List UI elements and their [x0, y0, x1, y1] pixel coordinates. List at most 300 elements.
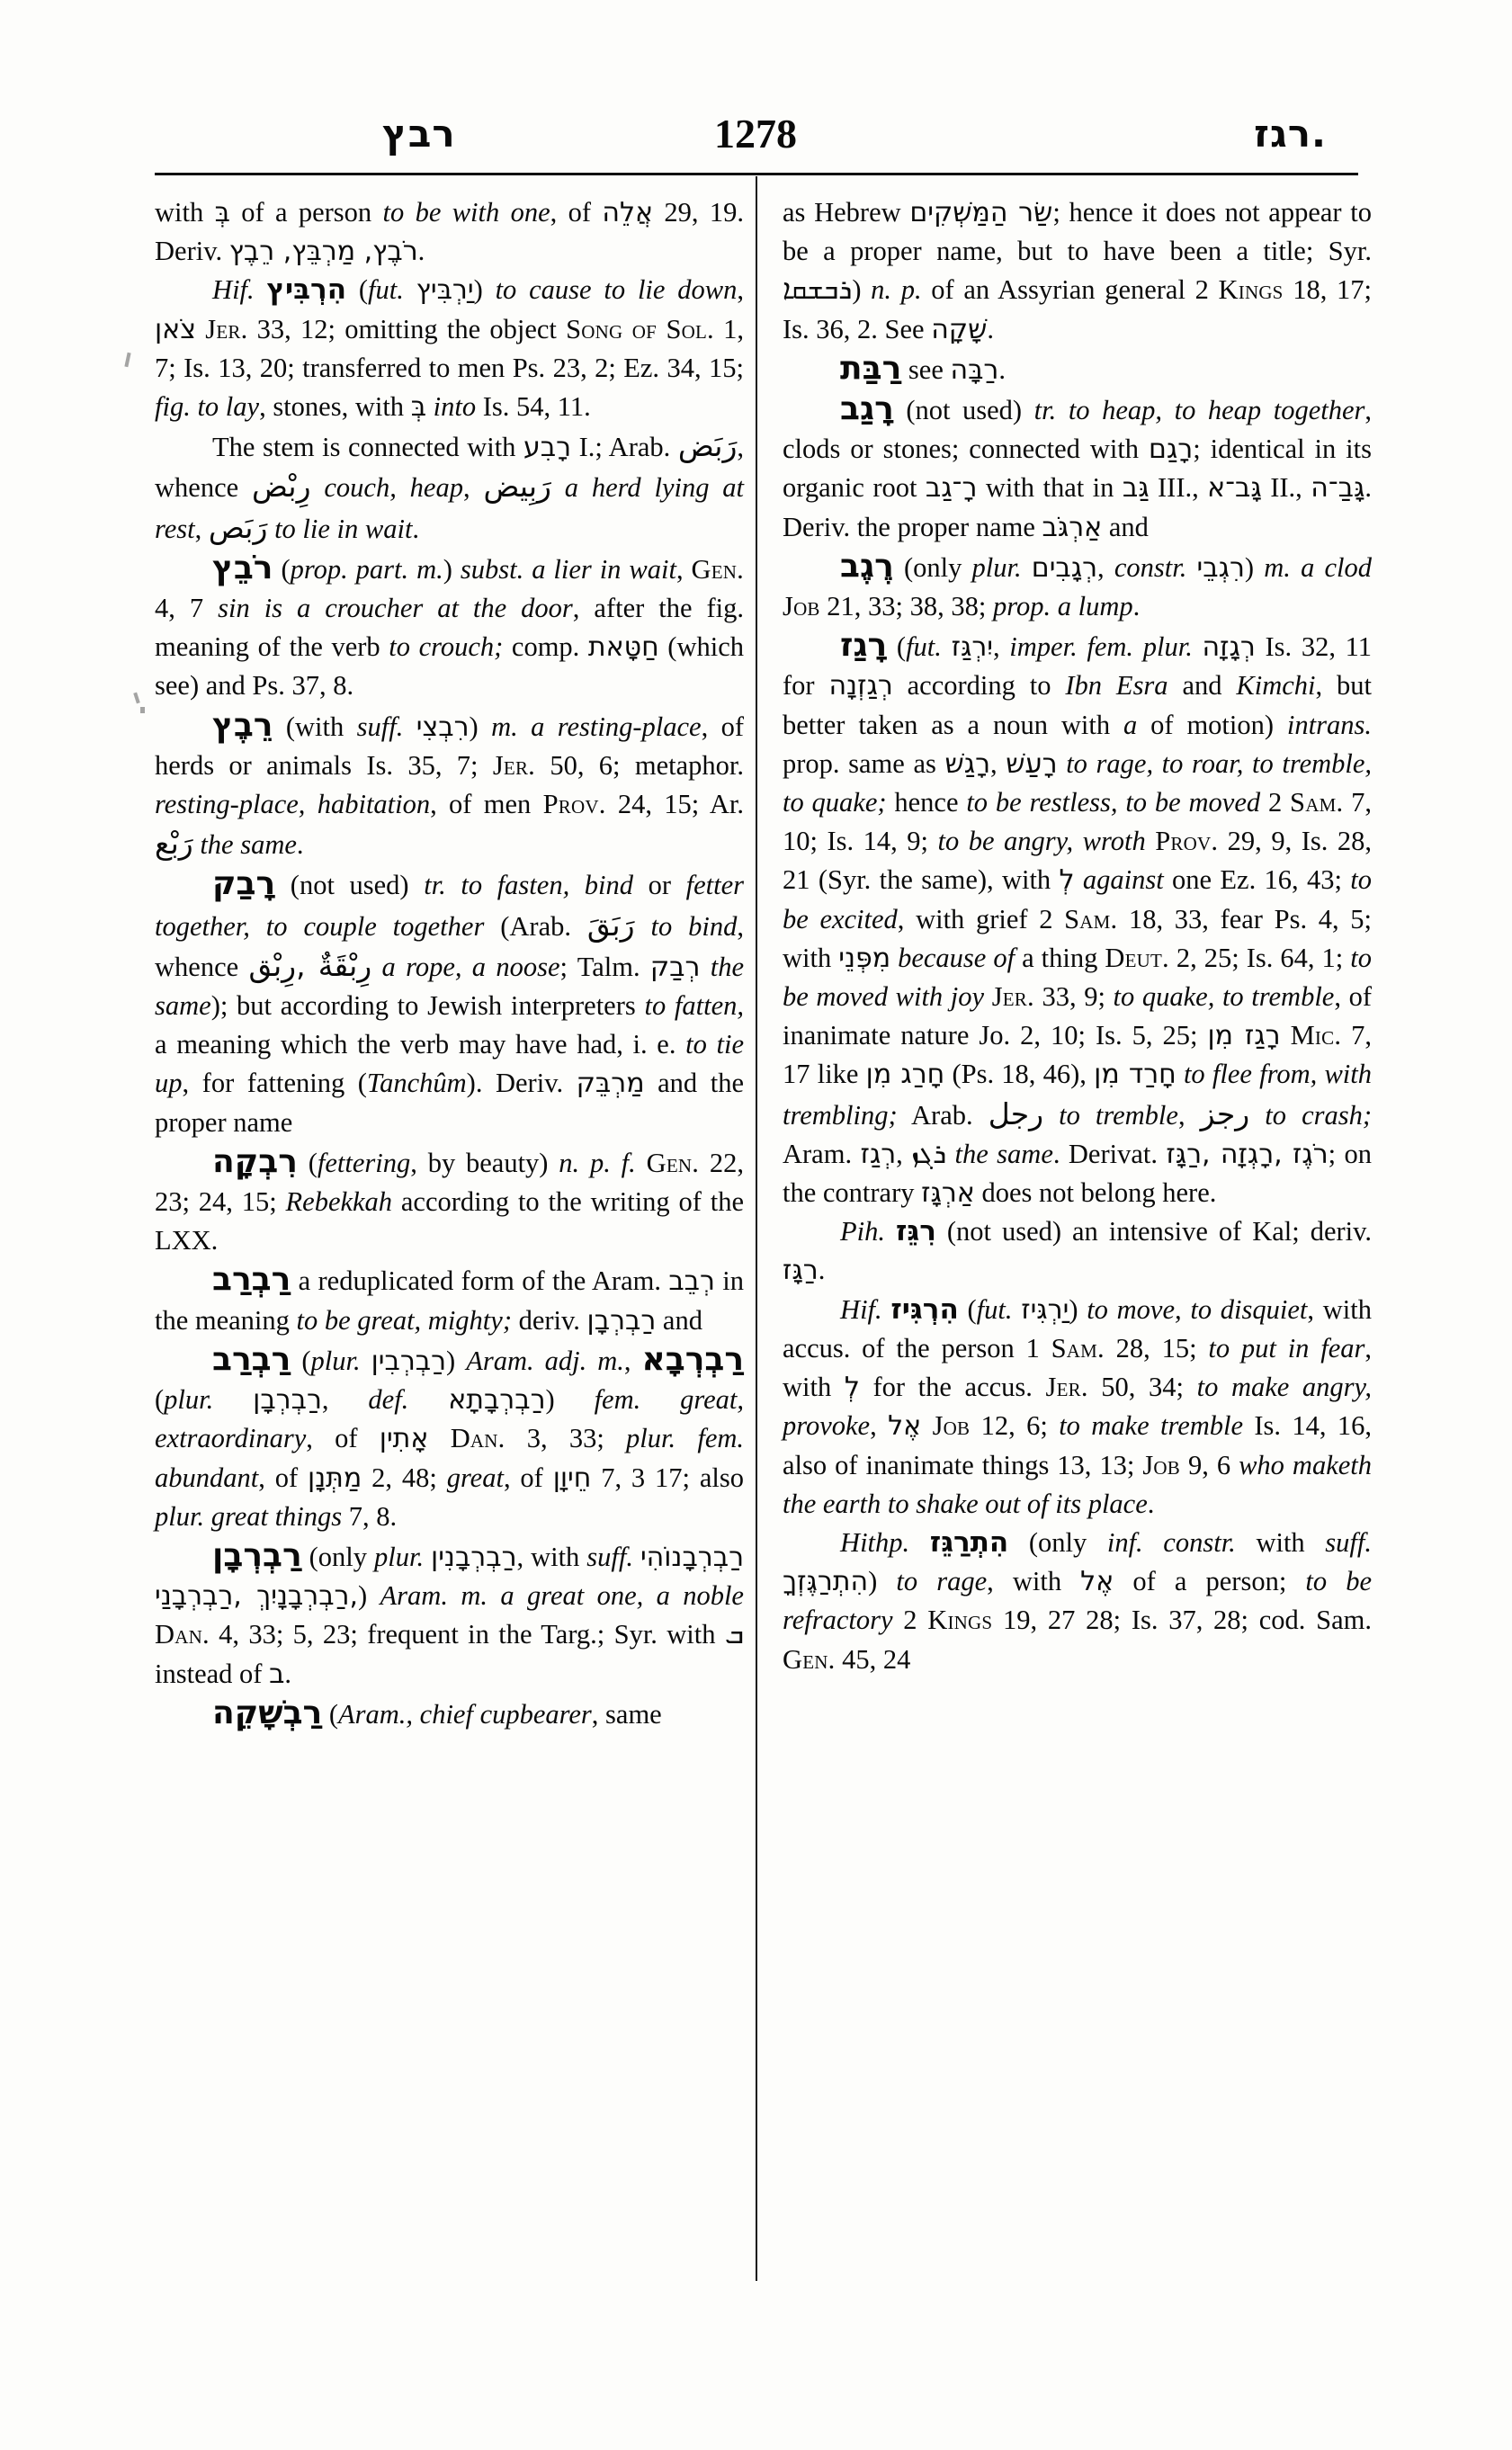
text-run: רַבְשָׁקֵה	[212, 1694, 323, 1731]
text-run: ,	[737, 274, 744, 306]
text-run: to move, to disquiet	[1087, 1293, 1308, 1325]
text-run: def.	[368, 1384, 409, 1416]
text-run: גָּב־א	[1207, 472, 1262, 505]
text-run: intrans.	[1286, 709, 1372, 740]
text-run: , of herds or animals Is. 35, 7;	[155, 711, 744, 781]
text-run: 7, 17 like	[783, 1020, 1373, 1090]
entry-rabats-cont	[155, 193, 744, 271]
text-run: (	[958, 1293, 977, 1325]
text-run	[424, 1542, 431, 1572]
text-run: ,	[992, 631, 1010, 663]
text-run: 2, 25; Is. 64, 1;	[1168, 942, 1351, 973]
scan-speckle	[140, 707, 145, 713]
entry-ribqah	[155, 1142, 744, 1261]
text-run	[984, 981, 992, 1012]
text-run: 29, 9, Is. 28, 21 (Syr. the same), with	[783, 826, 1372, 896]
text-run: הִתְרַגֶּזְךָ	[783, 1566, 869, 1598]
text-run: לְ	[844, 1372, 860, 1404]
text-run: שַׂר הַמַּשְׁקִים	[909, 197, 1053, 228]
text-run: 9, 6	[1180, 1449, 1239, 1480]
text-run: who maketh the earth to shake out of its place	[783, 1449, 1372, 1519]
text-run: רֹבֵץ	[212, 549, 273, 586]
text-run: to be angry, wroth	[937, 826, 1146, 857]
text-run: (only	[1008, 1526, 1107, 1558]
text-run: Mic.	[1290, 1020, 1342, 1051]
text-run: Is. 14, 16, also of inanimate things 13, 13;	[783, 1410, 1373, 1480]
text-run: instead of	[155, 1658, 270, 1689]
text-run: (not used)	[275, 870, 425, 901]
text-run: רָגַב	[840, 390, 894, 428]
text-run: חַטָּאת	[587, 631, 659, 664]
text-run: comp.	[503, 631, 588, 663]
text-run: Gen.	[783, 1643, 836, 1675]
text-run: רַבְרְבָא	[641, 1340, 744, 1378]
text-run: Prov.	[542, 789, 606, 820]
text-run: subst. a lier in wait	[460, 553, 676, 585]
text-run: .	[987, 313, 994, 344]
right-text-column	[783, 193, 1372, 1679]
text-run	[946, 1139, 954, 1169]
text-run: רִבְצִי	[416, 711, 470, 743]
text-run: רַבְרְבָתָא	[448, 1384, 546, 1417]
text-run: , with	[987, 1566, 1081, 1597]
text-run: III.,	[1149, 472, 1208, 504]
text-run: .	[284, 1658, 292, 1689]
scan-speckle	[124, 353, 130, 367]
text-run: inf. constr.	[1106, 1526, 1236, 1558]
text-run: plur. great things	[155, 1500, 343, 1532]
text-run: רַגָּז	[783, 1255, 819, 1287]
text-run: ; hence it does not appear to be a proper name, but to have been a title; Syr.	[783, 197, 1372, 267]
text-run: Aram. adj. m.	[466, 1345, 624, 1376]
text-run: , but better taken as a noun with	[783, 670, 1372, 740]
text-run: , of	[306, 1423, 380, 1454]
text-run: רָגַז	[840, 627, 888, 665]
text-run: ; identical in its organic root	[783, 434, 1372, 504]
text-run: מַרְבֵּק	[576, 1068, 645, 1100]
text-run: prop. part. m.	[290, 553, 443, 585]
text-run: fettering	[317, 1147, 411, 1178]
text-run: to be great, mighty;	[296, 1304, 512, 1336]
text-run: tr.	[1033, 395, 1057, 426]
text-run: , for fattening (	[182, 1068, 367, 1099]
text-run: Kimchi	[1236, 670, 1316, 702]
text-run: n. p. f.	[559, 1147, 636, 1178]
text-run: Sam.	[1051, 1332, 1105, 1364]
text-run: .	[296, 829, 304, 861]
text-run: 12, 6;	[970, 1410, 1060, 1442]
text-run: אֲלֵה	[602, 197, 654, 228]
text-run: )	[469, 711, 492, 742]
text-run	[885, 1216, 896, 1247]
text-run: (	[887, 631, 907, 663]
text-run: )	[358, 1580, 380, 1612]
text-run	[633, 1542, 640, 1572]
text-run: a meaning which the verb may have had, i. e.	[155, 1029, 686, 1060]
text-run	[404, 274, 416, 305]
text-run: to bind	[650, 910, 738, 942]
text-run: רִבְקָה	[212, 1142, 298, 1180]
text-run: رجز	[1200, 1095, 1250, 1131]
text-run: according to	[892, 670, 1066, 702]
text-run: (	[297, 1147, 318, 1178]
text-run	[1022, 552, 1032, 583]
text-run: רְגָזָה	[1202, 631, 1256, 664]
text-run: מִפְּנֵי	[838, 942, 891, 974]
text-run: , by beauty)	[410, 1147, 559, 1178]
text-run: ,	[321, 1384, 369, 1416]
text-run: a herd lying at rest	[155, 472, 745, 544]
text-run: .	[998, 353, 1006, 385]
text-run: גָּבַ־ה	[1311, 472, 1365, 505]
text-run: , of	[503, 1462, 553, 1493]
text-run: , whence	[155, 432, 745, 504]
text-run: fem. great, extraordinary	[155, 1384, 744, 1454]
text-run: רֵבֶץ	[212, 706, 273, 744]
text-run: of a person	[229, 197, 383, 228]
text-run: רְבַק	[649, 951, 701, 983]
text-run: sin is a croucher at the door	[218, 593, 573, 624]
text-run: hence	[886, 787, 967, 818]
entry-rabaq	[155, 864, 744, 1141]
text-run: رَبَقَ	[586, 907, 635, 943]
text-run: (	[346, 274, 368, 306]
text-run	[882, 1294, 891, 1325]
text-run: ܒ	[724, 1618, 744, 1651]
text-run	[551, 472, 565, 503]
text-run: אֶל	[888, 1410, 922, 1443]
text-run: to be moved with joy	[783, 942, 1372, 1013]
text-run	[1281, 1020, 1291, 1051]
text-run: to be with one	[382, 197, 550, 228]
text-run: into	[433, 391, 477, 423]
text-run: רִגֵּז	[896, 1215, 936, 1248]
text-run: רָ־גַב	[925, 472, 978, 505]
header-rule	[155, 173, 1358, 175]
text-run: to rage, to roar, to tremble, to quake;	[783, 747, 1373, 818]
text-run: , stones, with	[259, 391, 411, 423]
text-run: רַבְרְבָן	[253, 1384, 322, 1417]
text-run: )	[852, 274, 872, 306]
text-run: plur. fem. abundant	[155, 1423, 745, 1493]
text-run: 19, 27 28; Is. 37, 28; cod. Sam.	[992, 1605, 1372, 1636]
text-run: Aram., chief cupbearer	[338, 1698, 592, 1730]
text-run: , clods or stones; connected with	[783, 395, 1373, 465]
text-run	[1193, 631, 1203, 662]
text-run: because of	[898, 942, 1015, 973]
text-run: couch, heap	[324, 472, 463, 504]
text-run	[635, 911, 651, 942]
entry-rabreban	[155, 1536, 744, 1694]
text-run: Kings	[927, 1605, 993, 1636]
text-run: to heap, to heap together	[1068, 395, 1365, 426]
text-run	[1176, 1059, 1184, 1089]
text-run	[403, 711, 416, 742]
text-run	[311, 472, 325, 503]
text-run: Job	[783, 591, 820, 622]
running-head	[153, 106, 1358, 176]
text-run: רַבְרְבָנִין	[431, 1541, 517, 1573]
text-run: חָרַג מִן	[865, 1059, 945, 1091]
text-run: Hithp.	[840, 1526, 910, 1558]
text-run	[942, 631, 952, 662]
text-run: Aram.	[783, 1138, 861, 1169]
text-run: .	[818, 1255, 826, 1286]
text-run: to be restless, to be moved	[966, 787, 1261, 818]
text-run: ). Deriv.	[466, 1068, 577, 1099]
text-run: 33, 12; omitting the object	[247, 313, 567, 344]
text-run: (Ps. 18, 46),	[944, 1059, 1095, 1090]
text-run: יַרְבִּיץ	[416, 274, 474, 307]
text-run: Arab.	[897, 1099, 989, 1131]
text-run: (	[155, 1384, 165, 1416]
text-run: ,	[194, 513, 209, 544]
text-run: בְּ	[214, 197, 230, 228]
text-run: to be excited	[783, 864, 1373, 934]
text-run: plur.	[310, 1345, 361, 1376]
text-run: Jer.	[991, 981, 1034, 1013]
text-run: 29, 19. Deriv.	[155, 197, 744, 267]
text-run: Ibn Esra	[1065, 670, 1168, 702]
text-run	[890, 943, 898, 973]
text-run: רַבְרְבִין	[371, 1345, 447, 1377]
text-run: 22, 23; 24, 15;	[155, 1147, 744, 1218]
text-run: .	[1147, 1488, 1155, 1519]
text-run: )	[868, 1566, 897, 1597]
text-run: n. p.	[871, 274, 922, 306]
text-run: and the proper name	[155, 1068, 744, 1138]
text-run	[361, 1346, 371, 1376]
text-run: , same	[591, 1698, 662, 1730]
text-run: Gen.	[691, 553, 744, 585]
text-run: Hif.	[212, 274, 255, 306]
text-run	[446, 870, 461, 900]
text-run: to make angry, provoke	[783, 1372, 1372, 1442]
text-run: to lay	[197, 391, 260, 423]
text-run: to rage	[896, 1566, 988, 1597]
text-run: رَبِيض	[483, 469, 551, 505]
scan-speckle	[133, 693, 140, 704]
text-run: , whence	[155, 910, 744, 982]
text-run	[1056, 395, 1069, 425]
entry-ragab	[783, 389, 1372, 547]
entry-rabshaqeh	[155, 1694, 744, 1734]
text-run: with	[1235, 1526, 1326, 1558]
text-run: fig.	[155, 391, 191, 423]
text-run: )	[545, 1384, 595, 1416]
text-run: רִגְבֵי	[1196, 551, 1245, 584]
text-run	[428, 1423, 450, 1453]
text-run: ב	[269, 1658, 285, 1690]
text-run: Hif.	[840, 1293, 882, 1325]
text-run: with	[155, 197, 215, 228]
text-run: against	[1082, 864, 1164, 896]
text-run: לְ	[1059, 864, 1075, 897]
left-text-column	[155, 193, 744, 1734]
text-run: 7, 10; Is. 14, 9;	[783, 787, 1372, 857]
text-run	[213, 1384, 253, 1415]
text-run	[636, 1148, 647, 1178]
entry-hithp-hithraggez	[783, 1524, 1372, 1679]
text-run: to cause to lie down	[495, 274, 738, 306]
text-run: , with	[783, 1332, 1372, 1403]
text-run: 4, 7	[155, 593, 219, 624]
text-run: Is. 32, 11 for	[783, 631, 1373, 702]
text-run: אָתִין	[379, 1423, 429, 1455]
text-run	[267, 514, 274, 544]
text-run: , of	[550, 197, 603, 228]
text-run: רְגַז	[860, 1138, 897, 1170]
entry-hif-hirgiz	[783, 1291, 1372, 1524]
text-run: tr.	[424, 870, 446, 901]
text-run: (Arab.	[484, 910, 587, 942]
text-run: , with accus. of the person 1	[783, 1293, 1372, 1364]
text-run: אֶל	[1080, 1566, 1114, 1598]
text-run: (	[273, 553, 291, 585]
text-run: to crash;	[1265, 1099, 1373, 1131]
text-run: to quake, to tremble	[1113, 981, 1335, 1013]
text-run: , with	[516, 1541, 587, 1572]
text-run: as Hebrew	[783, 197, 910, 228]
text-run: plur.	[164, 1384, 214, 1416]
text-run: רֶגֶב	[840, 547, 894, 585]
text-run: רַבַּת	[840, 349, 902, 387]
text-run: to be refractory	[783, 1566, 1372, 1636]
text-run: and	[1102, 511, 1149, 542]
text-run: or	[633, 870, 686, 901]
entry-stem-connected	[155, 426, 744, 549]
text-run: רָגַשׁ	[944, 747, 991, 780]
text-run: .	[417, 236, 425, 267]
text-run: .	[412, 513, 420, 544]
text-run: to fasten, bind	[461, 870, 634, 901]
text-run: הִרְבִּיץ	[266, 273, 346, 307]
text-run: Sam.	[1064, 903, 1118, 934]
entry-rebets	[155, 706, 744, 865]
text-run: חָרַד מִן	[1094, 1059, 1176, 1091]
text-run: to flee from, with trembling;	[783, 1059, 1372, 1131]
text-run: plur.	[373, 1541, 425, 1572]
text-run	[408, 1384, 448, 1415]
text-run	[1186, 552, 1196, 583]
text-run: of motion)	[1137, 709, 1287, 740]
text-run: 24, 15; Ar.	[605, 789, 744, 820]
text-run: 18, 33, fear Ps. 4, 5; with	[783, 903, 1372, 973]
text-run: 50, 6; metaphor.	[535, 749, 744, 781]
text-run: 18, 17; Is. 36, 2. See	[783, 274, 1372, 344]
text-run: Rebekkah	[285, 1186, 393, 1218]
text-run: (only	[893, 551, 972, 583]
text-run	[1249, 1100, 1265, 1131]
text-run: I.; Arab.	[571, 432, 678, 463]
text-run: (not used)	[893, 395, 1034, 426]
entry-rabrab-adj	[155, 1340, 744, 1536]
text-run: ,	[990, 747, 1007, 779]
text-run: אַרְגָּז	[921, 1177, 975, 1210]
entry-robets	[155, 549, 744, 706]
text-run: )	[1244, 551, 1265, 583]
text-run: Deut.	[1105, 942, 1169, 973]
text-run: (not used) an intensive of Kal; deriv.	[935, 1216, 1373, 1247]
text-run: רְגָבִים	[1031, 551, 1098, 584]
text-run: and	[1168, 670, 1237, 702]
text-run: Pih.	[840, 1216, 886, 1247]
text-run	[426, 391, 434, 422]
text-run: fut.	[368, 274, 404, 306]
text-run: to fatten,	[644, 990, 744, 1022]
text-run: רַבְרְבָן	[212, 1536, 302, 1574]
running-head-right-lemma: רגז.	[1254, 112, 1327, 156]
text-run: ); but according to Jewish interpreters	[210, 990, 645, 1022]
text-run	[255, 274, 267, 305]
text-run: see	[901, 353, 951, 385]
text-run: suff.	[1325, 1526, 1372, 1558]
text-run: great	[446, 1462, 504, 1493]
text-run: with that in	[977, 472, 1123, 504]
text-run: suff.	[356, 711, 404, 742]
text-run: a	[1123, 709, 1138, 740]
text-run: Dan.	[450, 1423, 505, 1454]
text-run: , of men	[430, 789, 543, 820]
text-run: ,	[462, 472, 484, 504]
entry-regeb	[783, 547, 1372, 626]
text-run: to make tremble	[1059, 1410, 1244, 1442]
text-run: 7, 3 17; also	[591, 1462, 744, 1493]
text-run: , after the fig. meaning of the verb	[155, 593, 745, 663]
text-run: 1, 7; Is. 13, 20; transferred to men Ps. 23, 2; Ez. 34, 15;	[155, 313, 744, 383]
text-run: the same	[954, 1138, 1053, 1169]
text-run	[1146, 826, 1156, 856]
text-run: fut.	[906, 631, 942, 663]
text-run: Song of Sol.	[566, 313, 714, 344]
text-run: Aram. m. a great one, a noble	[380, 1580, 744, 1612]
text-run: Kings	[1218, 274, 1284, 306]
text-run: רַבְרַב	[212, 1340, 291, 1378]
text-run: for the accus.	[859, 1372, 1046, 1403]
entry-rabrab-verb	[155, 1260, 744, 1339]
text-run: 2, 48;	[362, 1462, 447, 1493]
text-run: Dan.	[155, 1619, 210, 1650]
text-run: 2	[892, 1605, 928, 1636]
text-run: 28, 15;	[1104, 1332, 1209, 1364]
text-run: رَبْع	[155, 826, 193, 862]
text-run	[921, 1410, 932, 1441]
text-run: Jer.	[492, 749, 535, 781]
text-run: fetter together, to couple together	[155, 870, 744, 942]
text-run	[1043, 1100, 1059, 1131]
text-run: II.,	[1261, 472, 1311, 504]
text-run: גַּב	[1122, 472, 1150, 505]
text-run: חֵיוָן	[552, 1462, 592, 1494]
text-run: ܪܓܙ	[911, 1137, 947, 1170]
text-run: constr.	[1114, 551, 1187, 583]
text-run: , with grief 2	[897, 903, 1065, 934]
text-run: a rope, a noose	[381, 951, 560, 982]
text-run: to tremble	[1059, 1099, 1178, 1131]
text-run: הִרְגִּיז	[890, 1292, 959, 1326]
text-run: ,	[896, 1138, 912, 1169]
text-run: one Ez. 16, 43;	[1163, 864, 1351, 896]
text-run: ,	[870, 1410, 889, 1442]
text-run: רָגַז מִן	[1207, 1020, 1281, 1052]
text-run: to put in fear	[1208, 1332, 1365, 1364]
text-run: m. a clod	[1264, 551, 1373, 583]
entry-pih-ragaz	[783, 1212, 1372, 1290]
text-run: 33, 9;	[1033, 981, 1114, 1013]
text-run	[1058, 748, 1067, 779]
text-run: )	[473, 274, 496, 306]
text-run: in the meaning	[155, 1265, 745, 1336]
